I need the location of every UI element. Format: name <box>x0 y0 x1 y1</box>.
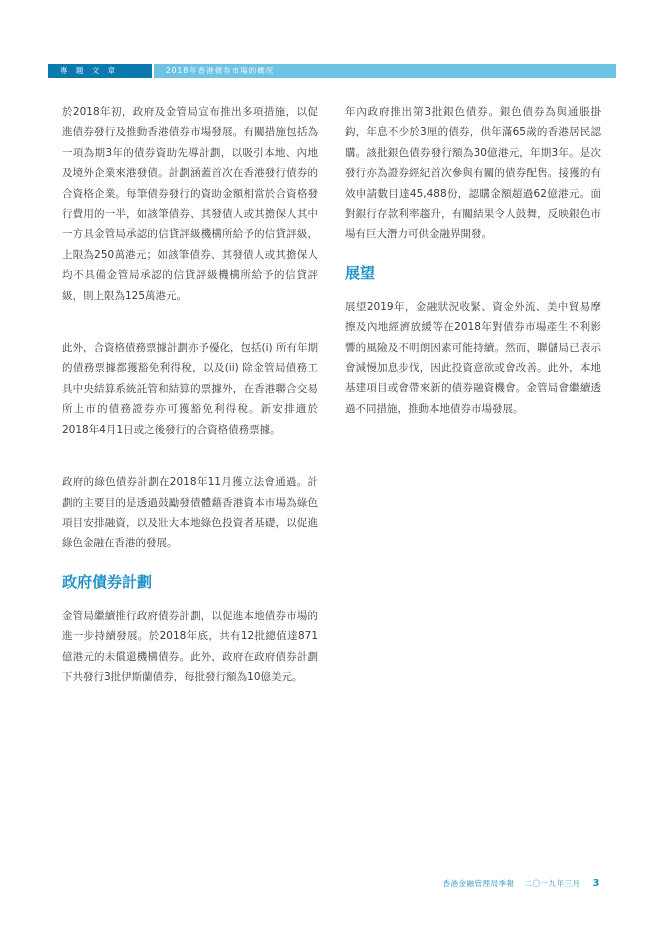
body-paragraph: 此外，合資格債務票據計劃亦予優化，包括(i) 所有年期的債務票據都獲豁免利得稅，以及(ii) 除金管局債務工具中央結算系統託管和結算的票據外，在香港聯合交易所上市的債務證券亦可獲豁免利得稅。新安排適於2018年4月1日或之後發行的合資格債務票據。 <box>62 342 318 436</box>
right-column <box>345 102 601 419</box>
section-label: 專 題 文 章 <box>48 64 152 78</box>
left-column <box>62 102 318 687</box>
page-number: 3 <box>592 877 600 889</box>
publication-date: 二〇一九年三月 <box>524 878 581 888</box>
body-paragraph: 展望2019年，金融狀況收緊、資金外流、美中貿易摩擦及內地經濟放緩等在2018年對債券市場產生不利影響的風險及不明朗因素可能持續。然而，聯儲局已表示會減慢加息步伐，因此投資意欲或會改善。此外，本地基建項目或會帶來新的債券融資機會。金管局會繼續透過不同措施，推動本地債券市場發展。 <box>345 300 601 415</box>
section-heading: 展望 <box>345 263 376 282</box>
page-footer <box>380 876 600 890</box>
section-heading: 政府債券計劃 <box>62 572 153 591</box>
topic-label: 2018年香港債券市場的概況 <box>154 64 616 78</box>
publication-name: 香港金融管理局季報 <box>442 878 515 888</box>
body-paragraph: 年內政府推出第3批銀色債券。銀色債券為與通脹掛鈎，年息不少於3厘的債券，供年滿65歲的香港居民認購。該批銀色債券發行額為30億港元，年期3年。是次發行亦為證券經紀首次參與有關的債券配售。接獲的有效申請數目達45,488份，認購金額超過62億港元。面對銀行存款利率趨升，有關結果令人鼓舞，反映銀色市場有巨大潛力可供金融界開發。 <box>345 106 601 241</box>
running-header <box>48 64 616 78</box>
body-paragraph: 於2018年初，政府及金管局宣布推出多項措施，以促進債券發行及推動香港債券市場發展。有關措施包括為一項為期3年的債券資助先導計劃，以吸引本地、內地及境外企業來港發債。計劃涵蓋首次在香港發行債券的合資格企業。每筆債券發行的資助金額相當於合資格發行費用的一半，如該筆債券、其發債人或其擔保人其中一方具金管局承認的信貸評級機構所給予的信貸評級，上限為250萬港元；如該筆債券、其發債人或其擔保人均不具備金管局承認的信貸評級機構所給予的信貸評級，則上限為125萬港元。 <box>62 106 318 302</box>
body-paragraph: 金管局繼續推行政府債券計劃，以促進本地債券市場的進一步持續發展。於2018年底，共有12批總值達871億港元的未償還機構債券。此外，政府在政府債券計劃下共發行3批伊斯蘭債券，每批發行額為10億美元。 <box>62 609 318 683</box>
body-paragraph: 政府的綠色債券計劃在2018年11月獲立法會通過。計劃的主要目的是透過鼓勵發債體藉香港資本市場為綠色項目安排融資，以及壯大本地綠色投資者基礎，以促進綠色金融在香港的發展。 <box>62 476 318 550</box>
